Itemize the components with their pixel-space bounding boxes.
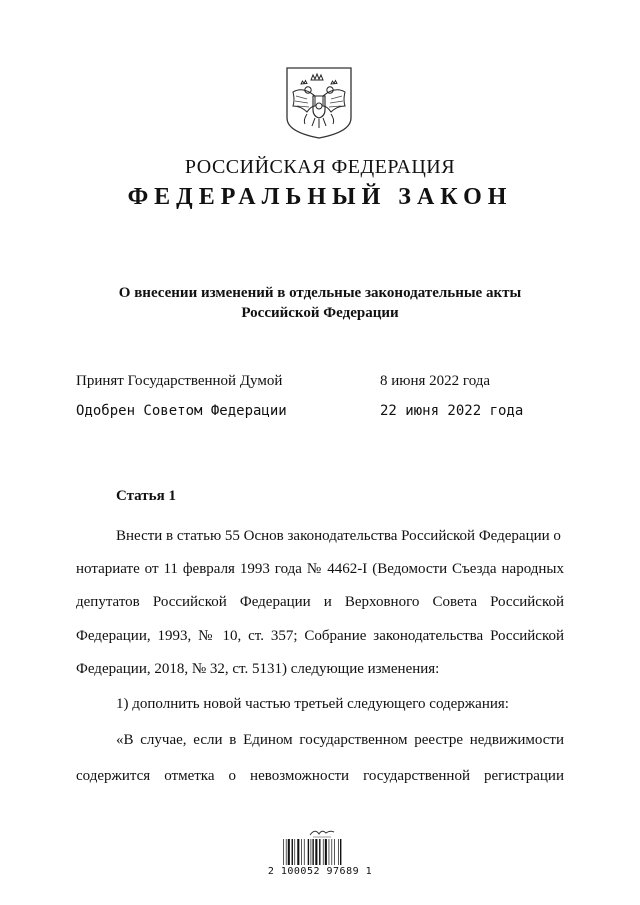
country-name: РОССИЙСКАЯ ФЕДЕРАЦИЯ [184,156,456,178]
document-type: ФЕДЕРАЛЬНЫЙ ЗАКОН [127,184,513,210]
article-text-line: Федерации, 2018, № 32, ст. 5131) следующие изменения: [76,661,440,677]
article-text-line: нотариате от 11 февраля 1993 года № 4462-I (Ведомости Съезда народных [76,561,564,577]
adoption-label-council: Одобрен Советом Федерации [76,403,287,419]
law-title-line: О внесении изменений в отдельные законодательные акты [118,285,522,301]
barcode-number: 2 100052 97689 1 [267,866,373,877]
adoption-date-duma: 8 июня 2022 года [380,373,491,389]
law-title [60,283,580,323]
law-title-line: Российской Федерации [241,305,399,321]
adoption-date-council: 22 июня 2022 года [380,403,524,419]
barcode-icon [282,839,358,865]
article-text-line: Внести в статью 55 Основ законодательства Российской Федерации о [116,528,561,544]
article-text-line: Федерации, 1993, № 10, ст. 357; Собрание законодательства Российской [76,628,564,644]
adoption-label-duma: Принят Государственной Думой [76,373,283,389]
article-text-line: депутатов Российской Федерации и Верховного Совета Российской [76,594,564,610]
handwritten-mark-icon [307,826,337,838]
article-text-line: 1) дополнить новой частью третьей следующего содержания: [116,696,509,712]
article-text-line: содержится отметка о невозможности государственной регистрации [76,768,564,784]
article-heading: Статья 1 [116,488,176,504]
state-emblem-icon [285,66,353,140]
article-text-line: «В случае, если в Едином государственном реестре недвижимости [116,732,564,748]
